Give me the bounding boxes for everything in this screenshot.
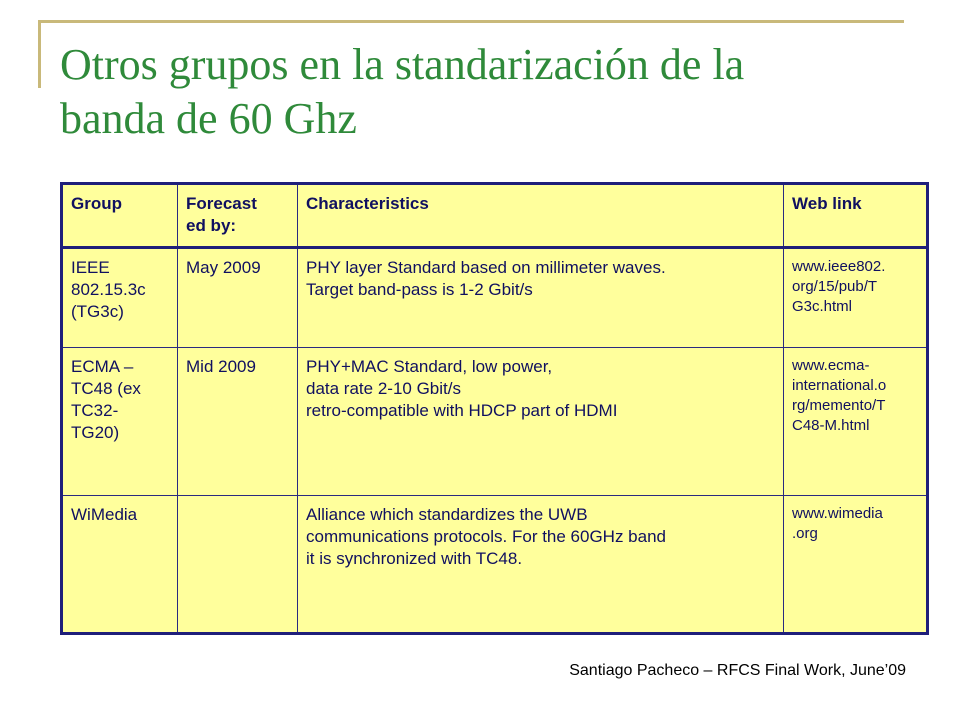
- accent-line-horizontal: [38, 20, 904, 23]
- cell-weblink-line: rg/memento/T: [792, 397, 886, 414]
- cell-group: [62, 348, 178, 496]
- table-row: [62, 348, 928, 496]
- cell-weblink-line: C48-M.html: [792, 417, 870, 434]
- cell-group-line: TC48 (ex: [71, 379, 141, 398]
- cell-group-line: (TG3c): [71, 302, 124, 321]
- cell-characteristics: [298, 348, 784, 496]
- table-header-row: [62, 184, 928, 248]
- slide-title: [60, 38, 920, 146]
- cell-group-line: TC32-: [71, 401, 119, 420]
- cell-characteristics-line: PHY layer Standard based on millimeter waves.: [306, 258, 666, 277]
- cell-group: [62, 248, 178, 348]
- slide-title-line-2: banda de 60 Ghz: [60, 94, 357, 143]
- header-group: Group: [62, 184, 178, 248]
- header-weblink: Web link: [784, 184, 928, 248]
- header-forecast-line-2: ed by:: [186, 216, 237, 235]
- cell-weblink[interactable]: [784, 348, 928, 496]
- cell-group: [62, 496, 178, 634]
- accent-line-vertical: [38, 20, 41, 88]
- cell-characteristics: [298, 496, 784, 634]
- header-forecast-line-1: Forecast: [186, 194, 257, 213]
- cell-weblink-line: www.ecma-: [792, 357, 870, 374]
- cell-weblink-line: international.o: [792, 377, 887, 394]
- cell-weblink[interactable]: [784, 496, 928, 634]
- standardization-groups-table: [60, 182, 929, 635]
- cell-weblink-line: www.wimedia: [792, 505, 883, 522]
- header-forecast: [178, 184, 298, 248]
- cell-weblink-line: .org: [792, 525, 818, 542]
- cell-characteristics-line: Target band-pass is 1-2 Gbit/s: [306, 280, 533, 299]
- cell-characteristics-line: Alliance which standardizes the UWB: [306, 505, 588, 524]
- slide-footer: Santiago Pacheco – RFCS Final Work, June’09: [569, 662, 906, 679]
- cell-forecast: May 2009: [178, 248, 298, 348]
- cell-weblink-line: G3c.html: [792, 298, 853, 315]
- header-characteristics: Characteristics: [298, 184, 784, 248]
- slide-title-line-1: Otros grupos en la standarización de la: [60, 40, 745, 89]
- cell-group-line: ECMA –: [71, 357, 134, 376]
- cell-characteristics-line: it is synchronized with TC48.: [306, 549, 523, 568]
- cell-characteristics-line: retro-compatible with HDCP part of HDMI: [306, 401, 618, 420]
- cell-forecast: Mid 2009: [178, 348, 298, 496]
- cell-group-line: TG20): [71, 423, 120, 442]
- cell-group-line: WiMedia: [71, 505, 138, 524]
- cell-forecast: [178, 496, 298, 634]
- cell-weblink-line: www.ieee802.: [792, 258, 886, 275]
- table-row: [62, 248, 928, 348]
- cell-characteristics-line: PHY+MAC Standard, low power,: [306, 357, 553, 376]
- cell-weblink[interactable]: [784, 248, 928, 348]
- table-row: [62, 496, 928, 634]
- cell-characteristics-line: data rate 2-10 Gbit/s: [306, 379, 461, 398]
- cell-group-line: IEEE: [71, 258, 110, 277]
- cell-characteristics-line: communications protocols. For the 60GHz band: [306, 527, 667, 546]
- cell-characteristics: [298, 248, 784, 348]
- cell-weblink-line: org/15/pub/T: [792, 278, 878, 295]
- cell-group-line: 802.15.3c: [71, 280, 146, 299]
